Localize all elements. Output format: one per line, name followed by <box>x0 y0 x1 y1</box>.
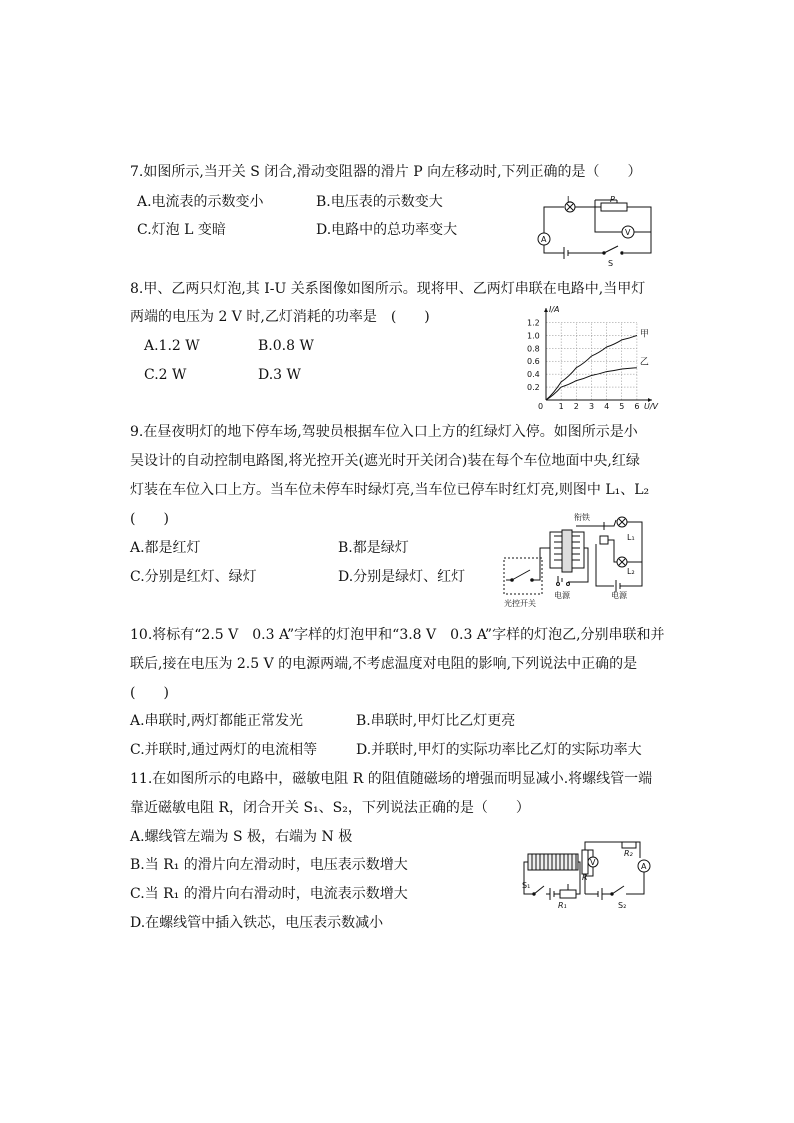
q9-option-d[interactable]: D.分别是绿灯、红灯 <box>338 569 466 585</box>
q11-s1-label: S₁ <box>522 881 531 890</box>
series-label: 乙 <box>639 357 649 368</box>
series-label: 甲 <box>639 329 649 340</box>
y-axis-label: I/A <box>549 305 560 314</box>
q11-electromagnet-circuit-diagram <box>520 836 662 916</box>
q9-stem-line1: 9.在昼夜明灯的地下停车场,驾驶员根据车位入口上方的红绿灯入停。如图所示是小 <box>130 424 638 440</box>
q9-option-a[interactable]: A.都是红灯 <box>130 540 201 556</box>
q7-circuit-diagram <box>524 196 660 270</box>
q10-option-d[interactable]: D.并联时,甲灯的实际功率比乙灯的实际功率大 <box>356 742 642 758</box>
x-tick-label: 3 <box>588 402 595 411</box>
y-axis-arrow <box>544 308 548 312</box>
q9-armature-label: 衔铁 <box>574 513 590 522</box>
q11-stem-line1: 11.在如图所示的电路中，磁敏电阻 R 的阻值随磁场的增强而明显减小.将螺线管一端 <box>130 771 653 787</box>
q8-option-a[interactable]: A.1.2 W <box>144 338 200 354</box>
q7-slider-label: P <box>610 196 615 204</box>
q8-iu-chart <box>520 304 660 414</box>
x-tick-label: 0 <box>538 402 544 411</box>
q11-voltmeter-icon: V <box>590 858 596 867</box>
q8-option-b[interactable]: B.0.8 W <box>258 338 314 354</box>
q10-option-b[interactable]: B.串联时,甲灯比乙灯更亮 <box>356 713 516 729</box>
y-tick-label: 1.0 <box>527 331 540 341</box>
q8-option-d[interactable]: D.3 W <box>258 367 301 383</box>
q9-photo-switch-label: 光控开关 <box>504 599 536 608</box>
x-tick-label: 5 <box>619 402 625 411</box>
q11-r1-label: R₁ <box>558 901 567 910</box>
q11-ammeter-icon: A <box>641 862 647 871</box>
q11-stem-line2: 靠近磁敏电阻 R，闭合开关 S₁、S₂，下列说法正确的是（ ） <box>130 800 530 816</box>
y-tick-label: 1.2 <box>527 318 540 328</box>
q7-option-a[interactable]: A.电流表的示数变小 <box>137 194 264 210</box>
q11-option-b[interactable]: B.当 R₁ 的滑片向左滑动时，电压表示数增大 <box>130 857 408 873</box>
q9-l2-label: L₂ <box>627 567 635 576</box>
q11-s2-label: S₂ <box>618 901 627 910</box>
q9-paren: ( ) <box>130 511 169 527</box>
q9-option-c[interactable]: C.分别是红灯、绿灯 <box>130 569 257 585</box>
x-axis-label: U/V <box>644 402 659 411</box>
q10-paren: ( ) <box>130 685 169 701</box>
q7-stem: 7.如图所示,当开关 S 闭合,滑动变阻器的滑片 P 向左移动时,下列正确的是（ ） <box>130 164 642 180</box>
q9-power2-label: 电源 <box>611 591 627 600</box>
x-tick-label: 1 <box>558 402 564 411</box>
y-tick-label: 0.2 <box>527 383 540 393</box>
q11-r2-label: R₂ <box>624 849 633 858</box>
q7-lamp-label: L <box>567 196 572 204</box>
y-tick-label: 0.4 <box>527 370 540 380</box>
q10-stem-line2: 联后,接在电压为 2.5 V 的电源两端,不考虑温度对电阻的影响,下列说法中正确的是 <box>130 656 638 672</box>
q7-option-c[interactable]: C.灯泡 L 变暗 <box>137 222 226 238</box>
q9-power1-label: 电源 <box>554 591 570 600</box>
q7-option-b[interactable]: B.电压表的示数变大 <box>316 194 443 210</box>
q11-r-label: R <box>582 873 588 882</box>
q9-l1-label: L₁ <box>627 533 635 542</box>
q9-relay-circuit-diagram <box>496 508 656 610</box>
q8-stem-line1: 8.甲、乙两只灯泡,其 I-U 关系图像如图所示。现将甲、乙两灯串联在电路中,当甲灯 <box>130 281 646 297</box>
x-tick-label: 6 <box>634 402 640 411</box>
q9-stem-line2: 吴设计的自动控制电路图,将光控开关(遮光时开关闭合)装在每个车位地面中央,红绿 <box>130 453 640 469</box>
y-tick-label: 0.8 <box>527 344 540 354</box>
q11-option-a[interactable]: A.螺线管左端为 S 极，右端为 N 极 <box>130 829 353 845</box>
q11-option-d[interactable]: D.在螺线管中插入铁芯，电压表示数减小 <box>130 915 384 931</box>
q10-stem-line1: 10.将标有“2.5 V 0.3 A”字样的灯泡甲和“3.8 V 0.3 A”字样的灯泡乙,分别串联和并 <box>130 627 665 643</box>
q8-stem-line2: 两端的电压为 2 V 时,乙灯消耗的功率是 ( ) <box>130 309 430 325</box>
q10-option-a[interactable]: A.串联时,两灯都能正常发光 <box>130 713 304 729</box>
q9-option-b[interactable]: B.都是绿灯 <box>338 540 409 556</box>
q7-voltmeter-icon: V <box>625 228 631 237</box>
q10-option-c[interactable]: C.并联时,通过两灯的电流相等 <box>130 742 318 758</box>
q8-option-c[interactable]: C.2 W <box>144 367 187 383</box>
q7-switch-label: S <box>608 259 614 268</box>
q7-option-d[interactable]: D.电路中的总功率变大 <box>316 222 458 238</box>
q11-option-c[interactable]: C.当 R₁ 的滑片向右滑动时，电流表示数增大 <box>130 886 408 902</box>
y-tick-label: 0.6 <box>527 357 540 367</box>
x-tick-label: 2 <box>573 402 579 411</box>
q7-ammeter-icon: A <box>541 235 547 244</box>
q9-stem-line3: 灯装在车位入口上方。当车位未停车时绿灯亮,当车位已停车时红灯亮,则图中 L₁、L₂ <box>130 482 650 498</box>
x-tick-label: 4 <box>604 402 610 411</box>
